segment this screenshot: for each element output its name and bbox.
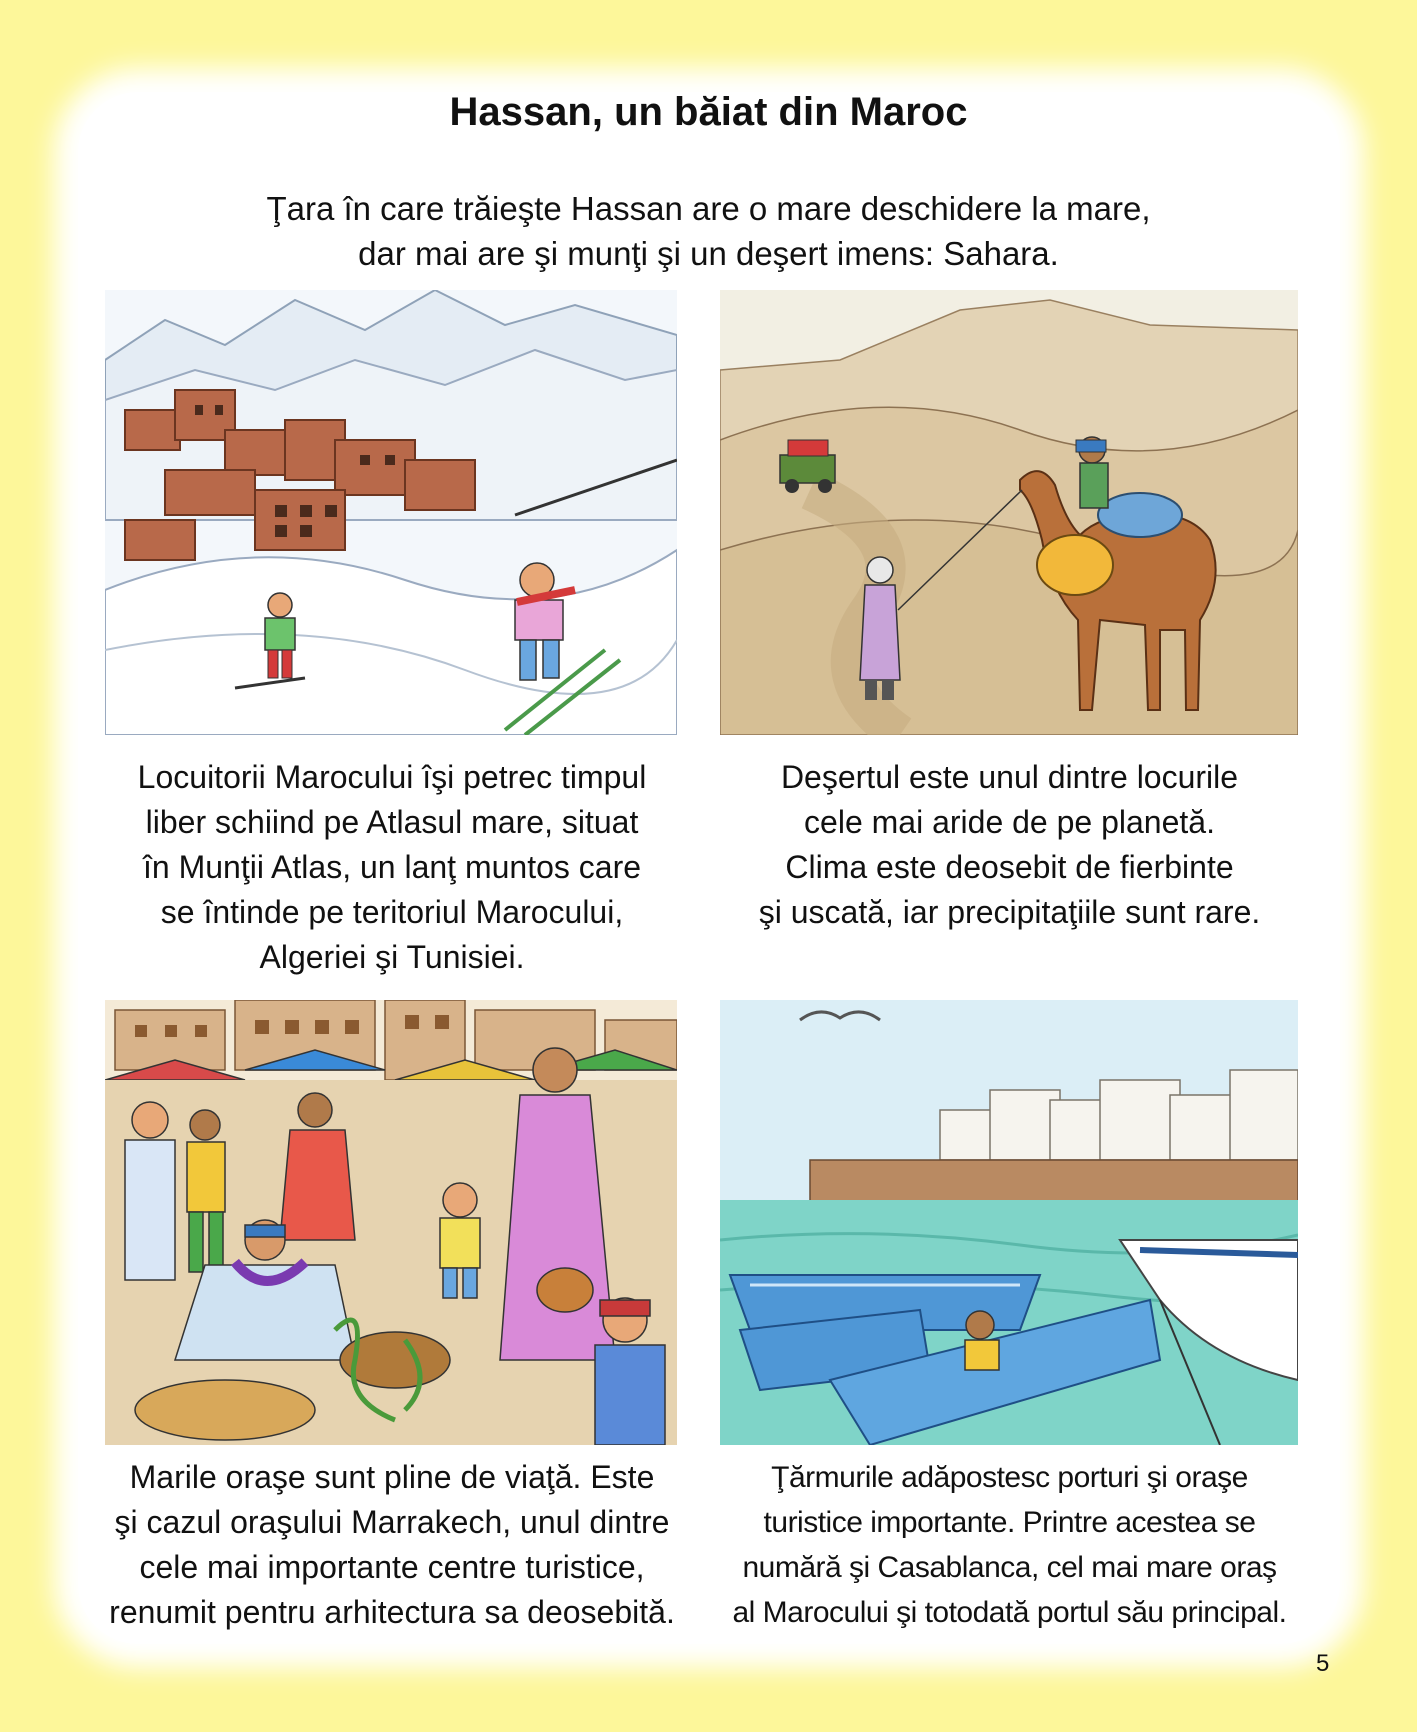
intro-text	[200, 186, 1217, 276]
caption-coast	[712, 1455, 1307, 1635]
caption-line: turistice importante. Printre acestea se	[763, 1506, 1256, 1539]
page-number: 5	[1316, 1650, 1330, 1677]
caption-line: numără şi Casablanca, cel mai mare oraş	[742, 1551, 1277, 1584]
caption-mountains	[97, 755, 687, 980]
caption-line: Deşertul este unul dintre locurile	[780, 759, 1239, 795]
intro-line: Ţara în care trăieşte Hassan are o mare deschidere la mare,	[266, 190, 1151, 227]
caption-line: se întinde pe teritoriul Marocului,	[160, 894, 624, 930]
caption-line: al Marocului şi totodată portul său principal.	[732, 1596, 1287, 1629]
mountain-ski-illustration	[105, 290, 677, 735]
caption-line: cele mai importante centre turistice,	[139, 1549, 645, 1585]
intro-line: dar mai are şi munţi şi un deşert imens: Sahara.	[358, 235, 1059, 272]
caption-line: Ţărmurile adăpostesc porturi şi oraşe	[771, 1461, 1248, 1494]
caption-city	[97, 1455, 687, 1635]
caption-line: Locuitorii Marocului îşi petrec timpul	[137, 759, 647, 795]
caption-line: liber schiind pe Atlasul mare, situat	[145, 804, 639, 840]
caption-line: Clima este deosebit de fierbinte	[785, 849, 1234, 885]
caption-line: Marile oraşe sunt pline de viaţă. Este	[129, 1459, 655, 1495]
harbour-boats-illustration	[720, 1000, 1298, 1445]
caption-line: în Munţii Atlas, un lanţ muntos care	[142, 849, 642, 885]
caption-line: şi cazul oraşului Marrakech, unul dintre	[114, 1504, 670, 1540]
caption-line: Algeriei şi Tunisiei.	[259, 939, 525, 975]
caption-line: cele mai aride de pe planetă.	[804, 804, 1215, 840]
market-city-illustration	[105, 1000, 677, 1445]
desert-camel-illustration	[720, 290, 1298, 735]
page-title: Hassan, un băiat din Maroc	[449, 90, 968, 134]
caption-line: şi uscată, iar precipitaţiile sunt rare.	[758, 894, 1261, 930]
caption-line: renumit pentru arhitectura sa deosebită.	[109, 1594, 675, 1630]
caption-desert	[712, 755, 1307, 935]
